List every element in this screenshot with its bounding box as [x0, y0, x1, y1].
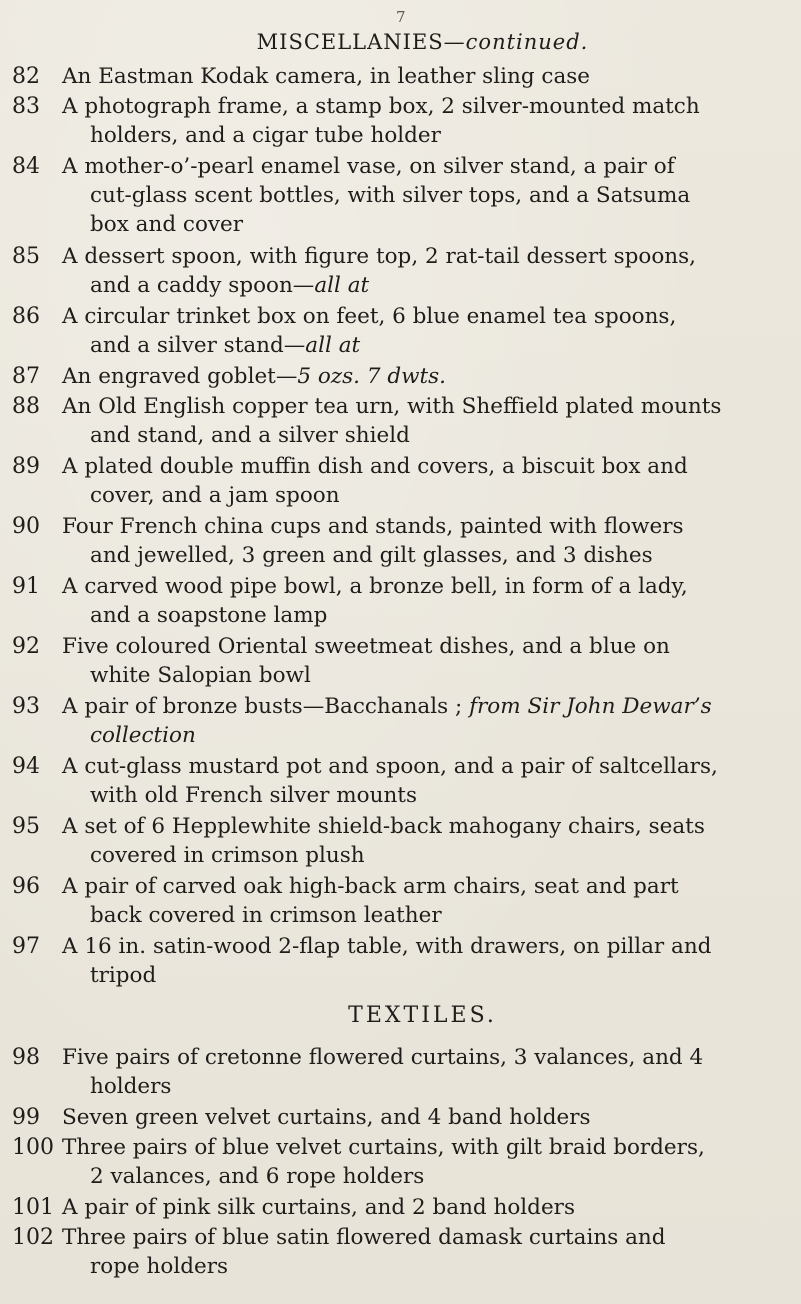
- lot-line: A cut-glass mustard pot and spoon, and a pair of saltcellars,: [62, 754, 718, 779]
- lot-description: [62, 692, 796, 750]
- lot-line: rope holders: [90, 1254, 229, 1279]
- lot-description: [62, 1133, 796, 1191]
- lot-number: 92: [12, 634, 40, 659]
- lot-description: [62, 302, 796, 360]
- lot-line: with old French silver mounts: [90, 783, 417, 808]
- lot-number: 84: [12, 154, 40, 179]
- lot-number: 94: [12, 754, 40, 779]
- lot-description: [62, 1223, 796, 1281]
- lot-line: An Eastman Kodak camera, in leather sling case: [62, 64, 591, 89]
- lot-description: [62, 362, 796, 391]
- lot-number: 99: [12, 1105, 40, 1130]
- lot-line: Seven green velvet curtains, and 4 band holders: [62, 1105, 591, 1130]
- lot-description: [62, 92, 796, 150]
- lot-line: Five pairs of cretonne flowered curtains, 3 valances, and 4: [62, 1045, 704, 1070]
- lot-line: A plated double muffin dish and covers, a biscuit box and: [62, 454, 688, 479]
- lot-description: [62, 62, 796, 91]
- page-number: 7: [396, 8, 406, 26]
- lot-line: [62, 331, 796, 360]
- lot-number: 90: [12, 514, 40, 539]
- heading-continued: continued.: [465, 30, 589, 54]
- lot-number: 87: [12, 364, 40, 389]
- lot-number: 93: [12, 694, 40, 719]
- lot-line: A 16 in. satin-wood 2-flap table, with drawers, on pillar and: [62, 934, 712, 959]
- lot-number: 98: [12, 1045, 40, 1070]
- lot-number: 85: [12, 244, 40, 269]
- lot-line: A circular trinket box on feet, 6 blue enamel tea spoons,: [62, 304, 677, 329]
- lot-line: Five coloured Oriental sweetmeat dishes, and a blue on: [62, 634, 670, 659]
- lot-description: [62, 1043, 796, 1101]
- lot-weight: 5 ozs. 7 dwts.: [297, 364, 447, 389]
- lot-description: [62, 512, 796, 570]
- lot-line: back covered in crimson leather: [90, 903, 442, 928]
- lot-number: 101: [12, 1195, 54, 1220]
- lot-line: cut-glass scent bottles, with silver tops, and a Satsuma: [90, 183, 691, 208]
- lot-line: [62, 271, 796, 300]
- lot-line: A set of 6 Hepplewhite shield-back mahogany chairs, seats: [62, 814, 705, 839]
- lot-number: 95: [12, 814, 40, 839]
- lot-number: 88: [12, 394, 40, 419]
- lot-number: 86: [12, 304, 40, 329]
- lot-number: 89: [12, 454, 40, 479]
- lot-line: A dessert spoon, with figure top, 2 rat-tail dessert spoons,: [62, 244, 696, 269]
- lot-line: covered in crimson plush: [90, 843, 365, 868]
- lot-line: cover, and a jam spoon: [90, 483, 340, 508]
- lot-description: [62, 812, 796, 870]
- lot-number: 100: [12, 1135, 54, 1160]
- lot-description: [62, 452, 796, 510]
- lot-line: An engraved goblet—: [62, 364, 298, 389]
- lot-description: [62, 242, 796, 300]
- lot-line: holders, and a cigar tube holder: [90, 123, 441, 148]
- lot-number: 82: [12, 64, 40, 89]
- lot-note: all at: [305, 333, 361, 358]
- lot-line: holders: [90, 1074, 172, 1099]
- lot-line: Three pairs of blue velvet curtains, with gilt braid borders,: [62, 1135, 705, 1160]
- lot-line: A pair of carved oak high-back arm chairs, seat and part: [62, 874, 679, 899]
- lot-description: [62, 392, 796, 450]
- lot-line: and a soapstone lamp: [90, 603, 328, 628]
- lot-line: Three pairs of blue satin flowered damask curtains and: [62, 1225, 666, 1250]
- lot-description: [62, 752, 796, 810]
- lot-line: A pair of pink silk curtains, and 2 band holders: [62, 1195, 575, 1220]
- lot-description: [62, 1193, 796, 1222]
- lot-description: [62, 872, 796, 930]
- lot-line: 2 valances, and 6 rope holders: [90, 1164, 425, 1189]
- lot-line: tripod: [90, 963, 157, 988]
- lot-line: and jewelled, 3 green and gilt glasses, and 3 dishes: [90, 543, 653, 568]
- lot-provenance-cont: collection: [90, 723, 196, 748]
- lot-number: 97: [12, 934, 40, 959]
- heading-main: MISCELLANIES—: [256, 30, 466, 54]
- lot-number: 102: [12, 1225, 54, 1250]
- lot-line: white Salopian bowl: [90, 663, 311, 688]
- lot-provenance: from Sir John Dewar’s: [469, 694, 712, 719]
- lot-line: A pair of bronze busts—Bacchanals ;: [62, 694, 470, 719]
- lot-line: A photograph frame, a stamp box, 2 silver-mounted match: [62, 94, 700, 119]
- lot-description: [62, 1103, 796, 1132]
- lot-line: and stand, and a silver shield: [90, 423, 410, 448]
- lot-number: 91: [12, 574, 40, 599]
- section-heading-textiles: TEXTILES.: [348, 1003, 497, 1028]
- lot-description: [62, 572, 796, 630]
- lot-line: [62, 721, 796, 750]
- lot-line: An Old English copper tea urn, with Sheffield plated mounts: [62, 394, 722, 419]
- section-heading-miscellanies: [0, 30, 801, 54]
- lot-number: 83: [12, 94, 40, 119]
- lot-description: [62, 152, 796, 239]
- lot-line: box and cover: [90, 212, 244, 237]
- lot-line-text: and a caddy spoon—: [90, 273, 315, 298]
- lot-note: all at: [314, 273, 370, 298]
- lot-description: [62, 632, 796, 690]
- lot-line: A mother-o’-pearl enamel vase, on silver stand, a pair of: [62, 154, 675, 179]
- lot-number: 96: [12, 874, 40, 899]
- lot-line-text: and a silver stand—: [90, 333, 306, 358]
- lot-line: A carved wood pipe bowl, a bronze bell, in form of a lady,: [62, 574, 688, 599]
- lot-line: Four French china cups and stands, painted with flowers: [62, 514, 684, 539]
- lot-description: [62, 932, 796, 990]
